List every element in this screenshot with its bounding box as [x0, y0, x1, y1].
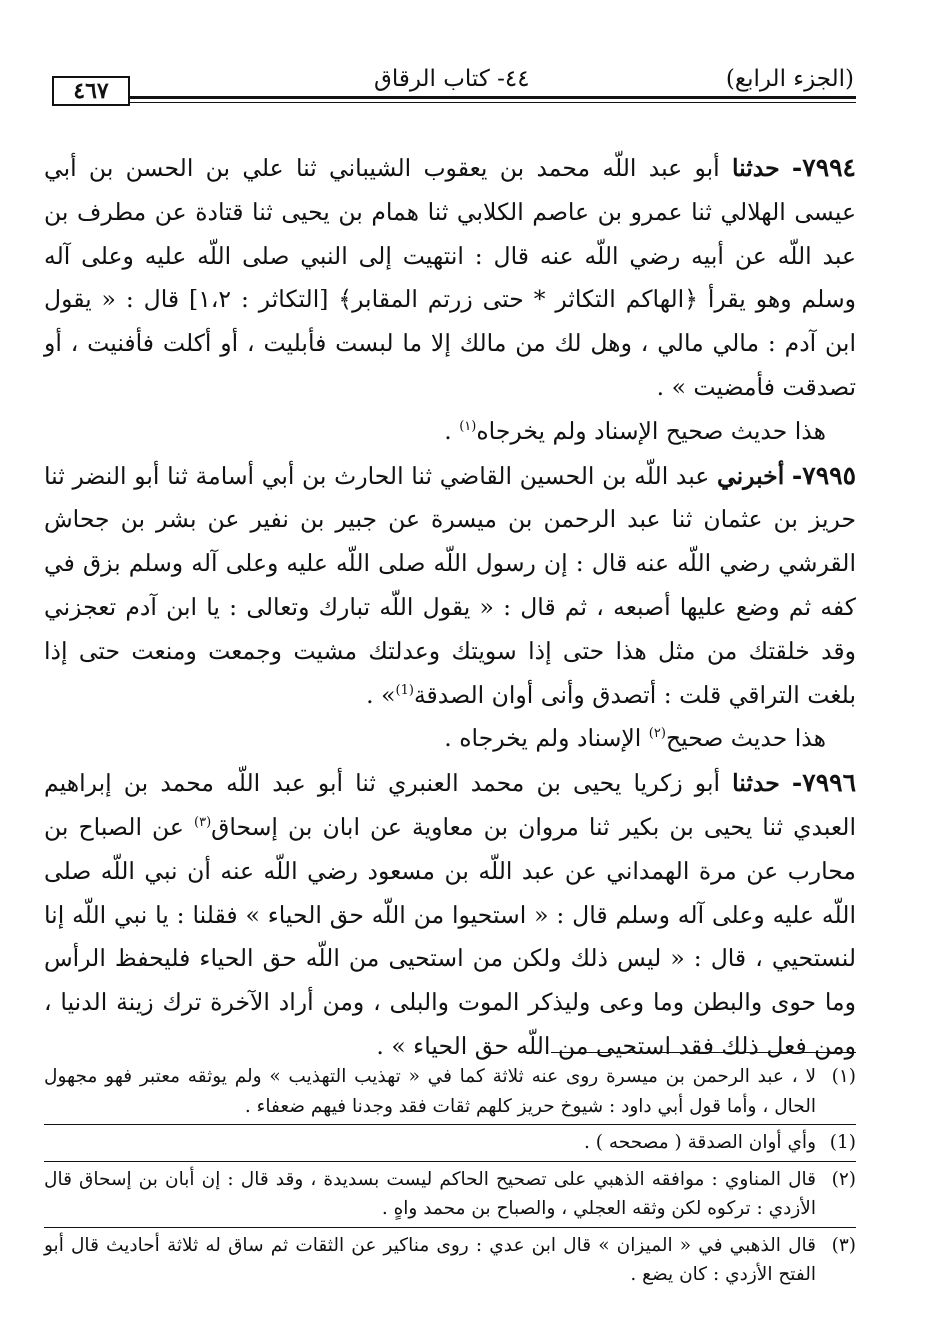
hadith-7994-grading	[44, 410, 856, 454]
footnote-text: قال المناوي : موافقه الذهبي على تصحيح الحاكم ليست بسديدة ، وقد قال : إن أبان بن إسحاق قال الأزدي : تركوه لكن وثقه العجلي ، والصباح بن محمد واهٍ .	[44, 1168, 816, 1219]
footnote-item	[44, 1128, 856, 1158]
footnote-text: قال الذهبي في « الميزان » قال ابن عدي : روى مناكير عن الثقات ثم ساق له ثلاثة أحاديث قال أبو الفتح الأزدي : كان يضع .	[44, 1234, 816, 1285]
footnote-separator	[44, 1161, 856, 1162]
footnote-item	[44, 1231, 856, 1290]
hadith-number: ٧٩٩٥-	[791, 460, 856, 490]
hadith-text: أبو زكريا يحيى بن محمد العنبري ثنا أبو عبد اللّه محمد بن إبراهيم العبدي ثنا يحيى بن بكير ثنا مروان بن معاوية عن ابان بن إسحاق	[44, 769, 856, 841]
grading-end: الإسناد ولم يخرجاه .	[444, 724, 649, 753]
footnote-ref[interactable]: (٣)	[194, 815, 212, 831]
hadith-end: عن الصباح بن محارب عن مرة الهمداني عن عبد اللّه بن مسعود رضي اللّه عنه أن نبي اللّه صلى اللّه عليه وعلى آله وسلم قال : « استحيوا من اللّه حق الحياء » فقلنا : يا نبي اللّه إنا لنستحيي ، قال : « ليس ذلك ولكن من استحيى من اللّه حق الحياء فليحفظ الرأس وما حوى والبطن وما وعى وليذكر الموت والبلى ، ومن أراد الآخرة ترك زينة الدنيا ، ومن فعل ذلك فقد استحيى من اللّه حق الحياء » .	[44, 812, 856, 1060]
header-rule-thick	[130, 96, 856, 99]
footnote-ref[interactable]: (1)	[395, 682, 414, 698]
footnote-separator	[44, 1124, 856, 1125]
narration-keyword: حدثنا	[732, 769, 780, 798]
narration-keyword: حدثنا	[731, 154, 780, 182]
hadith-text: عبد اللّه بن الحسين القاضي ثنا الحارث بن أبي أسامة ثنا أبو النضر ثنا حريز بن عثمان ثنا عبد الرحمن بن ميسرة عن جبير بن نفير عن بشر بن جحاش القرشي رضي اللّه عنه قال : إن رسول اللّه صلى اللّه عليه وعلى آله وسلم بزق في كفه ثم وضع عليها أصبعه ، ثم قال : « يقول اللّه تبارك وتعالى : يا ابن آدم تعجزني وقد خلقتك من مثل هذا حتى إذا سويتك وعدلتك مشيت وجمعت ومنعت حتى إذا بلغت التراقي قلت : أتصدق وأنى أوان الصدقة	[44, 461, 856, 709]
main-text	[44, 146, 856, 1069]
footnote-item	[44, 1165, 856, 1224]
footnote-divider	[551, 1052, 856, 1053]
page-number: ٤٦٧	[52, 76, 130, 106]
footnote-mark: (٣)	[831, 1234, 856, 1256]
hadith-number: ٧٩٩٦-	[791, 768, 856, 798]
footnote-item	[44, 1062, 856, 1121]
hadith-7994	[44, 146, 856, 410]
footnote-separator	[44, 1227, 856, 1228]
page-header	[44, 58, 856, 108]
hadith-7995	[44, 454, 856, 718]
footnote-ref[interactable]: (٢)	[648, 726, 666, 742]
chapter-title: ٤٤- كتاب الرقاق	[374, 66, 530, 92]
footnote-ref[interactable]: (١)	[459, 418, 477, 434]
hadith-7995-grading	[44, 717, 856, 761]
grading-end: .	[444, 416, 460, 445]
footnotes	[44, 1062, 856, 1292]
header-rule-thin	[130, 102, 856, 103]
hadith-number: ٧٩٩٤-	[791, 153, 856, 182]
part-label: (الجزء الرابع)	[725, 66, 854, 92]
grading-text: هذا حديث صحيح	[665, 724, 826, 753]
narration-keyword: أخبرني	[716, 461, 785, 490]
book-page	[44, 58, 856, 1318]
grading-text: هذا حديث صحيح الإسناد ولم يخرجاه	[476, 416, 826, 445]
footnote-mark: (1)	[829, 1132, 856, 1153]
hadith-end: » .	[366, 680, 396, 709]
footnote-mark: (٢)	[831, 1168, 856, 1190]
hadith-text: أبو عبد اللّه محمد بن يعقوب الشيباني ثنا علي بن الحسن بن أبي عيسى الهلالي ثنا عمرو بن عاصم الكلابي ثنا همام بن يحيى ثنا قتادة عن مطرف بن عبد اللّه عن أبيه رضي اللّه عنه قال : انتهيت إلى النبي صلى اللّه عليه وعلى آله وسلم وهو يقرأ ﴿الهاكم التكاثر * حتى زرتم المقابر﴾ [التكاثر : ١،٢] قال : « يقول ابن آدم : مالي مالي ، وهل لك من مالك إلا ما لبست فأبليت ، أو أكلت فأفنيت ، أو تصدقت فأمضيت » .	[44, 154, 856, 401]
footnote-text: لا ، عبد الرحمن بن ميسرة روى عنه ثلاثة كما في « تهذيب التهذيب » ولم يوثقه معتبر فهو مجهول الحال ، وأما قول أبي داود : شيوخ حريز كلهم ثقات فقد وجدنا فيهم ضعفاء .	[44, 1066, 816, 1117]
footnote-text: وأي أوان الصدقة ( مصححه ) .	[584, 1132, 816, 1153]
footnote-mark: (١)	[831, 1066, 856, 1087]
hadith-7996	[44, 761, 856, 1069]
